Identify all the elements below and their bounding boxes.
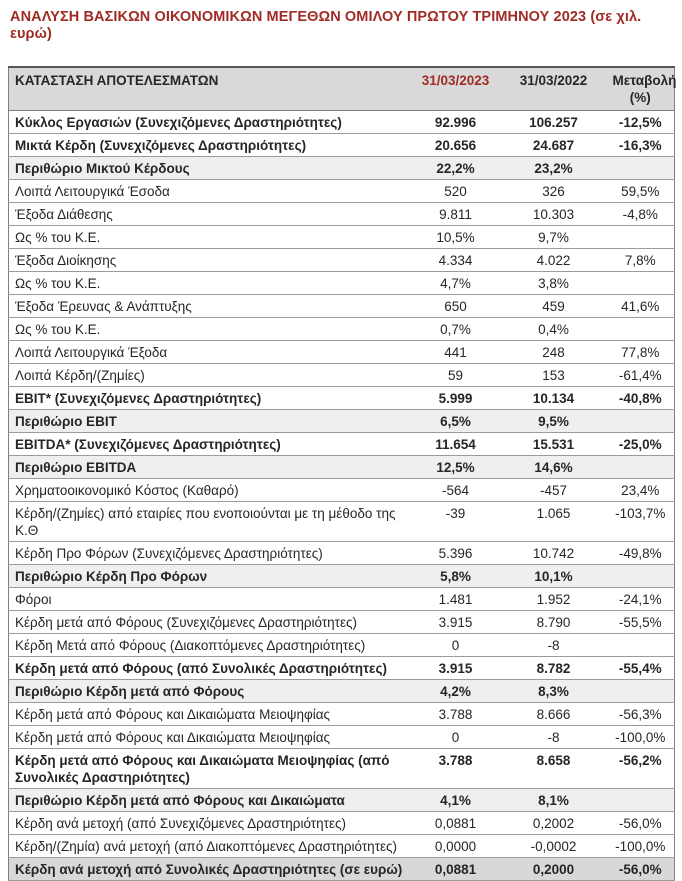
change-value [607, 271, 675, 294]
value-2022: 0,4% [501, 317, 607, 340]
value-2023: 4.334 [411, 248, 501, 271]
table-row [9, 225, 675, 248]
value-2022: 10.303 [501, 202, 607, 225]
value-2022: 1.065 [501, 501, 607, 541]
row-label: Ως % του Κ.Ε. [9, 271, 411, 294]
table-row [9, 271, 675, 294]
change-value: -55,4% [607, 656, 675, 679]
value-2022: 0,2000 [501, 857, 607, 880]
change-value [607, 409, 675, 432]
value-2023: 0 [411, 725, 501, 748]
value-2023: 22,2% [411, 156, 501, 179]
value-2022: 1.952 [501, 587, 607, 610]
row-label: Κέρδη ανά μετοχή από Συνολικές Δραστηριότητες (σε ευρώ) [9, 857, 411, 880]
value-2022: 15.531 [501, 432, 607, 455]
row-label: Περιθώριο Κέρδη μετά από Φόρους και Δικαιώματα [9, 788, 411, 811]
value-2023: 3.788 [411, 748, 501, 788]
table-header-row [9, 67, 675, 110]
value-2022: 8,3% [501, 679, 607, 702]
value-2022: 9,5% [501, 409, 607, 432]
table-row [9, 564, 675, 587]
change-value: -55,5% [607, 610, 675, 633]
table-row [9, 409, 675, 432]
column-header-statement: ΚΑΤΑΣΤΑΣΗ ΑΠΟΤΕΛΕΣΜΑΤΩΝ [9, 67, 411, 110]
row-label: Λοιπά Λειτουργικά Έξοδα [9, 340, 411, 363]
column-header-2023-label: 31/03/2023 [421, 73, 490, 88]
table-row [9, 432, 675, 455]
row-label: Κύκλος Εργασιών (Συνεχιζόμενες Δραστηριότητες) [9, 110, 411, 133]
value-2022: 106.257 [501, 110, 607, 133]
value-2023: 4,1% [411, 788, 501, 811]
change-value [607, 225, 675, 248]
value-2022: 10.742 [501, 541, 607, 564]
change-value: -12,5% [607, 110, 675, 133]
change-value: 41,6% [607, 294, 675, 317]
table-row [9, 610, 675, 633]
change-value: -100,0% [607, 725, 675, 748]
column-header-change [607, 67, 675, 110]
table-row [9, 110, 675, 133]
change-value: -24,1% [607, 587, 675, 610]
table-row [9, 202, 675, 225]
row-label: EBITDA* (Συνεχιζόμενες Δραστηριότητες) [9, 432, 411, 455]
value-2022: 23,2% [501, 156, 607, 179]
row-label: Κέρδη ανά μετοχή (από Συνεχιζόμενες Δραστηριότητες) [9, 811, 411, 834]
row-label: Κέρδη Μετά από Φόρους (Διακοπτόμενες Δραστηριότητες) [9, 633, 411, 656]
row-label: EBIT* (Συνεχιζόμενες Δραστηριότητες) [9, 386, 411, 409]
change-value: -61,4% [607, 363, 675, 386]
change-value [607, 455, 675, 478]
row-label: Έξοδα Έρευνας & Ανάπτυξης [9, 294, 411, 317]
change-value: -16,3% [607, 133, 675, 156]
table-row [9, 133, 675, 156]
value-2023: 5,8% [411, 564, 501, 587]
column-header-change-line1: Μεταβολή [612, 73, 677, 88]
table-row [9, 179, 675, 202]
table-row [9, 857, 675, 880]
value-2023: 1.481 [411, 587, 501, 610]
row-label: Κέρδη μετά από Φόρους (από Συνολικές Δραστηριότητες) [9, 656, 411, 679]
value-2022: 3,8% [501, 271, 607, 294]
row-label: Λοιπά Λειτουργικά Έσοδα [9, 179, 411, 202]
change-value: -56,3% [607, 702, 675, 725]
value-2023: -39 [411, 501, 501, 541]
value-2022: -0,0002 [501, 834, 607, 857]
row-label: Λοιπά Κέρδη/(Ζημίες) [9, 363, 411, 386]
value-2022: 9,7% [501, 225, 607, 248]
value-2022: -8 [501, 725, 607, 748]
column-header-change-line2: (%) [629, 90, 651, 105]
change-value: -100,0% [607, 834, 675, 857]
value-2023: 3.788 [411, 702, 501, 725]
row-label: Περιθώριο EBITDA [9, 455, 411, 478]
change-value [607, 317, 675, 340]
value-2022: 10,1% [501, 564, 607, 587]
change-value: -25,0% [607, 432, 675, 455]
value-2023: 441 [411, 340, 501, 363]
change-value: -49,8% [607, 541, 675, 564]
row-label: Περιθώριο EBIT [9, 409, 411, 432]
table-row [9, 725, 675, 748]
table-row [9, 340, 675, 363]
row-label: Κέρδη μετά από Φόρους και Δικαιώματα Μειοψηφίας [9, 725, 411, 748]
column-header-2023 [411, 67, 501, 110]
change-value [607, 679, 675, 702]
row-label: Κέρδη μετά από Φόρους και Δικαιώματα Μειοψηφίας [9, 702, 411, 725]
table-row [9, 587, 675, 610]
change-value [607, 633, 675, 656]
change-value: -40,8% [607, 386, 675, 409]
value-2022: 10.134 [501, 386, 607, 409]
value-2023: 11.654 [411, 432, 501, 455]
table-row [9, 317, 675, 340]
value-2022: 8.782 [501, 656, 607, 679]
value-2022: 24.687 [501, 133, 607, 156]
table-row [9, 633, 675, 656]
value-2023: -564 [411, 478, 501, 501]
change-value: -56,2% [607, 748, 675, 788]
table-row [9, 748, 675, 788]
value-2023: 59 [411, 363, 501, 386]
table-row [9, 811, 675, 834]
value-2022: 14,6% [501, 455, 607, 478]
value-2023: 0,0881 [411, 811, 501, 834]
row-label: Μικτά Κέρδη (Συνεχιζόμενες Δραστηριότητες) [9, 133, 411, 156]
value-2023: 0,7% [411, 317, 501, 340]
value-2022: 4.022 [501, 248, 607, 271]
table-body [9, 110, 675, 880]
value-2023: 10,5% [411, 225, 501, 248]
row-label: Κέρδη μετά από Φόρους και Δικαιώματα Μειοψηφίας (από Συνολικές Δραστηριότητες) [9, 748, 411, 788]
row-label: Κέρδη/(Ζημία) ανά μετοχή (από Διακοπτόμενες Δραστηριότητες) [9, 834, 411, 857]
value-2023: 20.656 [411, 133, 501, 156]
row-label: Έξοδα Διοίκησης [9, 248, 411, 271]
row-label: Χρηματοοικονομικό Κόστος (Καθαρό) [9, 478, 411, 501]
value-2023: 12,5% [411, 455, 501, 478]
value-2023: 0,0881 [411, 857, 501, 880]
column-header-2022: 31/03/2022 [501, 67, 607, 110]
row-label: Περιθώριο Κέρδη μετά από Φόρους [9, 679, 411, 702]
change-value [607, 788, 675, 811]
change-value [607, 156, 675, 179]
table-row [9, 679, 675, 702]
change-value: -56,0% [607, 811, 675, 834]
value-2022: 0,2002 [501, 811, 607, 834]
value-2023: 0 [411, 633, 501, 656]
value-2023: 3.915 [411, 656, 501, 679]
table-row [9, 541, 675, 564]
row-label: Περιθώριο Μικτού Κέρδους [9, 156, 411, 179]
table-row [9, 478, 675, 501]
value-2022: -457 [501, 478, 607, 501]
value-2023: 5.999 [411, 386, 501, 409]
value-2022: 326 [501, 179, 607, 202]
table-row [9, 156, 675, 179]
value-2023: 4,7% [411, 271, 501, 294]
table-row [9, 294, 675, 317]
table-row [9, 501, 675, 541]
table-row [9, 834, 675, 857]
page-title: ΑΝΑΛΥΣΗ ΒΑΣΙΚΩΝ ΟΙΚΟΝΟΜΙΚΩΝ ΜΕΓΕΘΩΝ ΟΜΙΛΟΥ ΠΡΩΤΟΥ ΤΡΙΜΗΝΟΥ 2023 (σε χιλ. ευρώ) [10, 9, 642, 42]
value-2023: 9.811 [411, 202, 501, 225]
row-label: Κέρδη/(Ζημίες) από εταιρίες που ενοποιούνται με τη μέθοδο της Κ.Θ [9, 501, 411, 541]
value-2023: 520 [411, 179, 501, 202]
value-2022: 8.658 [501, 748, 607, 788]
value-2023: 92.996 [411, 110, 501, 133]
value-2023: 5.396 [411, 541, 501, 564]
row-label: Φόροι [9, 587, 411, 610]
income-statement-table [8, 66, 675, 881]
table-row [9, 248, 675, 271]
row-label: Κέρδη μετά από Φόρους (Συνεχιζόμενες Δραστηριότητες) [9, 610, 411, 633]
value-2022: 153 [501, 363, 607, 386]
value-2022: -8 [501, 633, 607, 656]
change-value: 23,4% [607, 478, 675, 501]
row-label: Έξοδα Διάθεσης [9, 202, 411, 225]
value-2023: 3.915 [411, 610, 501, 633]
change-value: 59,5% [607, 179, 675, 202]
value-2023: 650 [411, 294, 501, 317]
value-2022: 8,1% [501, 788, 607, 811]
table-row [9, 656, 675, 679]
change-value: 7,8% [607, 248, 675, 271]
row-label: Ως % του Κ.Ε. [9, 317, 411, 340]
table-row [9, 788, 675, 811]
value-2023: 0,0000 [411, 834, 501, 857]
value-2022: 459 [501, 294, 607, 317]
change-value: -4,8% [607, 202, 675, 225]
row-label: Ως % του Κ.Ε. [9, 225, 411, 248]
value-2022: 248 [501, 340, 607, 363]
value-2023: 4,2% [411, 679, 501, 702]
value-2022: 8.666 [501, 702, 607, 725]
row-label: Κέρδη Προ Φόρων (Συνεχιζόμενες Δραστηριότητες) [9, 541, 411, 564]
table-row [9, 702, 675, 725]
value-2022: 8.790 [501, 610, 607, 633]
table-row [9, 455, 675, 478]
value-2023: 6,5% [411, 409, 501, 432]
table-row [9, 363, 675, 386]
table-row [9, 386, 675, 409]
change-value: -56,0% [607, 857, 675, 880]
change-value: -103,7% [607, 501, 675, 541]
change-value [607, 564, 675, 587]
change-value: 77,8% [607, 340, 675, 363]
row-label: Περιθώριο Κέρδη Προ Φόρων [9, 564, 411, 587]
